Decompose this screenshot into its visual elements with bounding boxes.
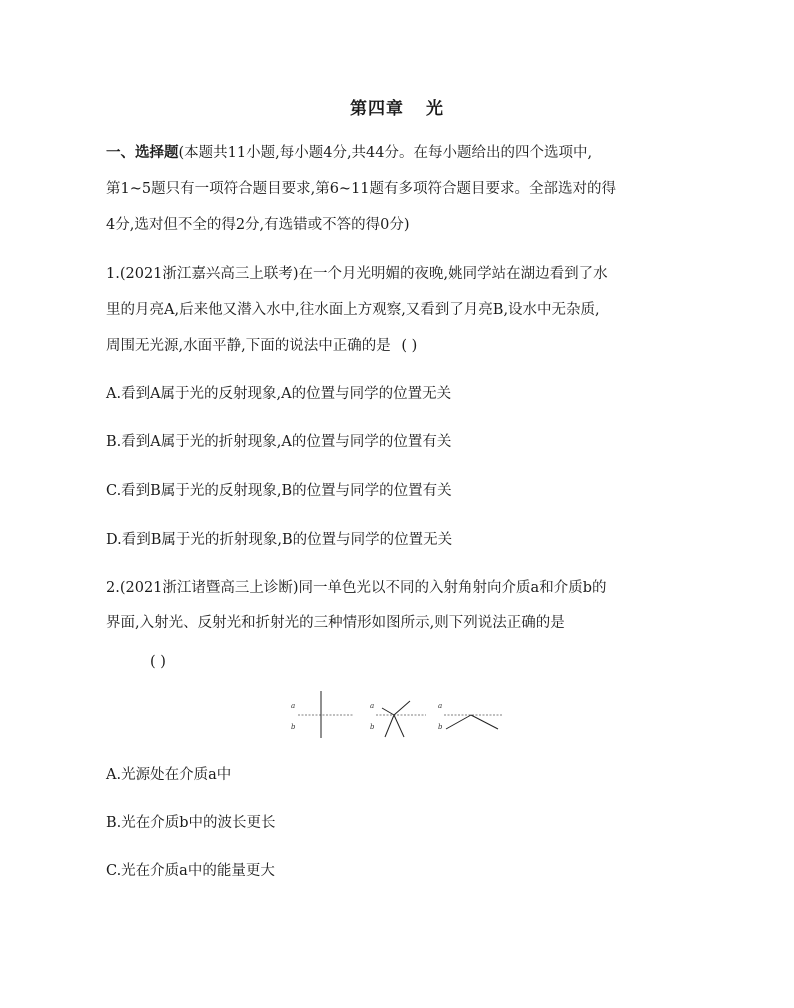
- q2-stem-line-2: 界面,入射光、反射光和折射光的三种情形如图所示,则下列说法正确的是: [106, 615, 565, 631]
- q1-stem-line-3: [106, 336, 690, 356]
- fig2-label-a: a: [370, 702, 375, 710]
- fig2-reflected-ray: [382, 708, 394, 715]
- section-intro-line-2: 第1~5题只有一项符合题目要求,第6~11题有多项符合题目要求。全部选对的得: [106, 181, 617, 197]
- section-intro-text-1: (本题共11小题,每小题4分,共44分。在每小题给出的四个选项中,: [178, 145, 593, 161]
- q1-option-d: D.看到B属于光的折射现象,B的位置与同学的位置无关: [106, 532, 453, 548]
- q1-stem-line-1: 1.(2021浙江嘉兴高三上联考)在一个月光明媚的夜晚,姚同学站在湖边看到了水: [106, 266, 608, 282]
- fig3-label-b: b: [438, 723, 443, 731]
- q2-refraction-figure: [284, 688, 510, 740]
- q1-stem-text-3: 周围无光源,水面平静,下面的说法中正确的是: [106, 338, 391, 354]
- section-intro-line-1: [106, 143, 690, 163]
- fig1-label-b: b: [291, 723, 296, 731]
- section-heading: 一、选择题: [106, 145, 179, 161]
- fig2-incident-ray-2: [394, 715, 404, 737]
- fig2-incident-ray-1: [385, 715, 394, 737]
- section-intro-line-3: 4分,选对但不全的得2分,有选错或不答的得0分): [106, 217, 410, 233]
- fig2-label-b: b: [370, 723, 375, 731]
- fig1-label-a: a: [291, 702, 296, 710]
- q1-option-b: B.看到A属于光的折射现象,A的位置与同学的位置有关: [106, 434, 452, 450]
- fig3-reflected-ray: [471, 715, 498, 729]
- chapter-name: 光: [426, 99, 444, 119]
- fig3-label-a: a: [438, 702, 443, 710]
- q1-answer-blank: ( ): [401, 338, 418, 354]
- chapter-title: [0, 94, 794, 119]
- q2-stem-line-1: 2.(2021浙江诸暨高三上诊断)同一单色光以不同的入射角射向介质a和介质b的: [106, 580, 607, 596]
- q1-stem-line-2: 里的月亮A,后来他又潜入水中,往水面上方观察,又看到了月亮B,设水中无杂质,: [106, 302, 600, 318]
- fig3-incident-ray: [446, 715, 471, 729]
- chapter-number: 第四章: [350, 99, 404, 119]
- q2-answer-blank: ( ): [150, 654, 166, 670]
- q2-option-c: C.光在介质a中的能量更大: [106, 863, 275, 879]
- q1-option-a: A.看到A属于光的反射现象,A的位置与同学的位置无关: [106, 386, 452, 402]
- q2-option-b: B.光在介质b中的波长更长: [106, 815, 276, 831]
- q1-option-c: C.看到B属于光的反射现象,B的位置与同学的位置有关: [106, 483, 452, 499]
- q2-option-a: A.光源处在介质a中: [106, 767, 232, 783]
- fig2-refracted-ray: [394, 701, 410, 715]
